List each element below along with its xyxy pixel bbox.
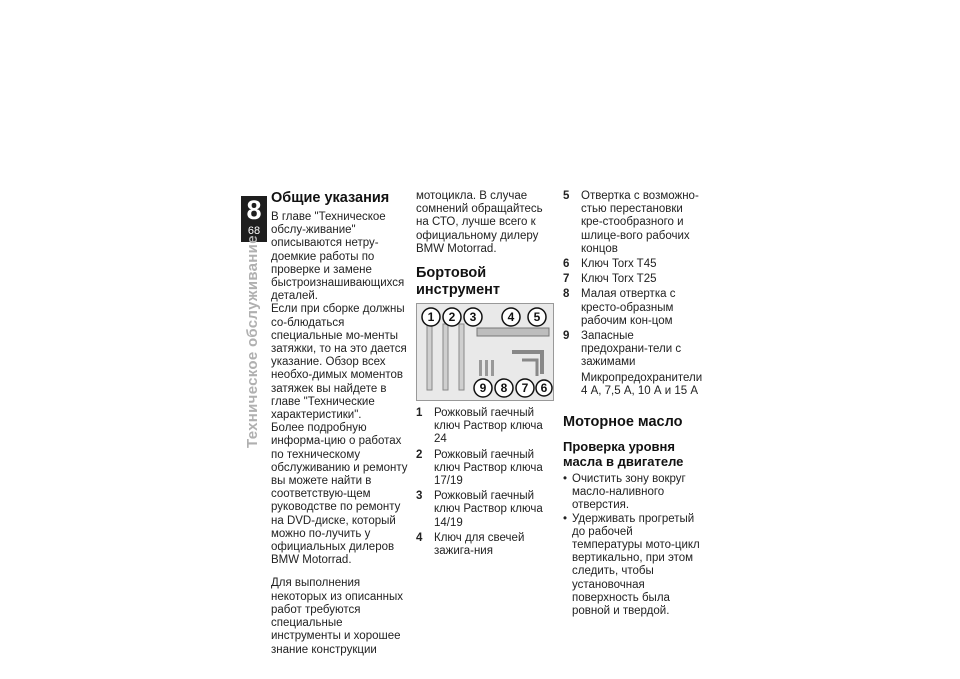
paragraph: Если при сборке должны со-блюдаться специальные мо-менты затяжки, то на это дается указание. Обзор всех необхо-димых моментов затяжек вы найдете в главе "Технические характеристики". <box>271 303 407 422</box>
paragraph: мотоцикла. В случае сомнений обращайтесь на СТО, лучше всего к официальному дилеру BMW Motorrad. <box>416 190 543 255</box>
list-item: • Очистить зону вокруг масло-наливного отверстия. <box>563 473 686 512</box>
label-2: 2 <box>448 310 456 325</box>
page-number: 68 <box>247 225 261 237</box>
column-toolkit-continued <box>563 190 703 618</box>
bit-shape <box>491 360 494 376</box>
list-item: 6 Ключ Torx T45 <box>563 258 657 271</box>
heading-engine-oil: Моторное масло <box>563 414 683 431</box>
label-1: 1 <box>427 310 435 325</box>
list-item: 1 Рожковый гаечный ключ Раствор ключа 24 <box>416 407 543 446</box>
list-item: 5 Отвертка с возможно-стью перестановки кре-стообразного и шлице-вого рабочих концов <box>563 190 699 255</box>
label-8: 8 <box>500 381 508 396</box>
list-item: 8 Малая отвертка с кресто-образным рабочим кон-цом <box>563 288 676 327</box>
list-item: 7 Ключ Torx T25 <box>563 273 657 286</box>
label-5: 5 <box>533 310 541 325</box>
label-9: 9 <box>479 381 487 396</box>
paragraph: В главе "Техническое обслу-живание" описываются нетру-доемкие работы по проверке и замене быстроизнашивающихся деталей. <box>271 211 405 303</box>
bit-shape <box>485 360 488 376</box>
bit-shape <box>479 360 482 376</box>
wrench-1-shape <box>427 324 432 390</box>
tool-list <box>416 407 556 558</box>
column-general-notes <box>271 190 411 657</box>
toolkit-illustration <box>417 304 553 400</box>
fuse-detail <box>563 372 703 398</box>
toolkit-photo <box>416 303 554 401</box>
list-item: 9 Запасные предохрани-тели с зажимами <box>563 330 682 369</box>
spark-key-shape <box>477 328 549 336</box>
fuse-line: Микропредохранители <box>581 371 703 384</box>
label-4: 4 <box>507 310 515 325</box>
list-item: • Удерживать прогретый до рабочей температуры мото-цикл вертикально, при этом следить, чтобы установочная поверхность была ровной и твердой. <box>563 512 700 618</box>
list-item: 3 Рожковый гаечный ключ Раствор ключа 14/19 <box>416 490 543 529</box>
label-7: 7 <box>521 381 529 396</box>
chapter-number: 8 <box>246 195 262 225</box>
label-6: 6 <box>540 381 548 396</box>
heading-general-notes: Общие указания <box>271 190 390 206</box>
paragraph: Для выполнения некоторых из описанных работ требуются специальные инструменты и хорошее знание конструкции <box>271 577 403 656</box>
chapter-side-title: Техническое обслуживание <box>244 235 261 448</box>
wrench-3-shape <box>459 324 464 390</box>
fuse-line: 4 А, 7,5 А, 10 А и 15 А <box>581 384 699 397</box>
list-item: 2 Рожковый гаечный ключ Раствор ключа 17/19 <box>416 448 543 488</box>
label-3: 3 <box>469 310 477 325</box>
paragraph: Более подробную информа-цию о работах по техническому обслуживанию и ремонту вы можете найти в соответствую-щем руководстве по ремонту на DVD-диске, который можно по-лучить у официальных дилеров BMW Motorrad. <box>271 422 408 567</box>
subheading-oil-level: Проверка уровня масла в двигателе <box>563 439 684 470</box>
list-item: 4 Ключ для свечей зажига-ния <box>416 531 525 558</box>
heading-toolkit: Бортовой инструмент <box>416 265 501 299</box>
column-toolkit <box>416 190 556 560</box>
tool-list <box>563 190 703 398</box>
torx-key-shape <box>522 360 537 376</box>
wrench-2-shape <box>443 324 448 390</box>
